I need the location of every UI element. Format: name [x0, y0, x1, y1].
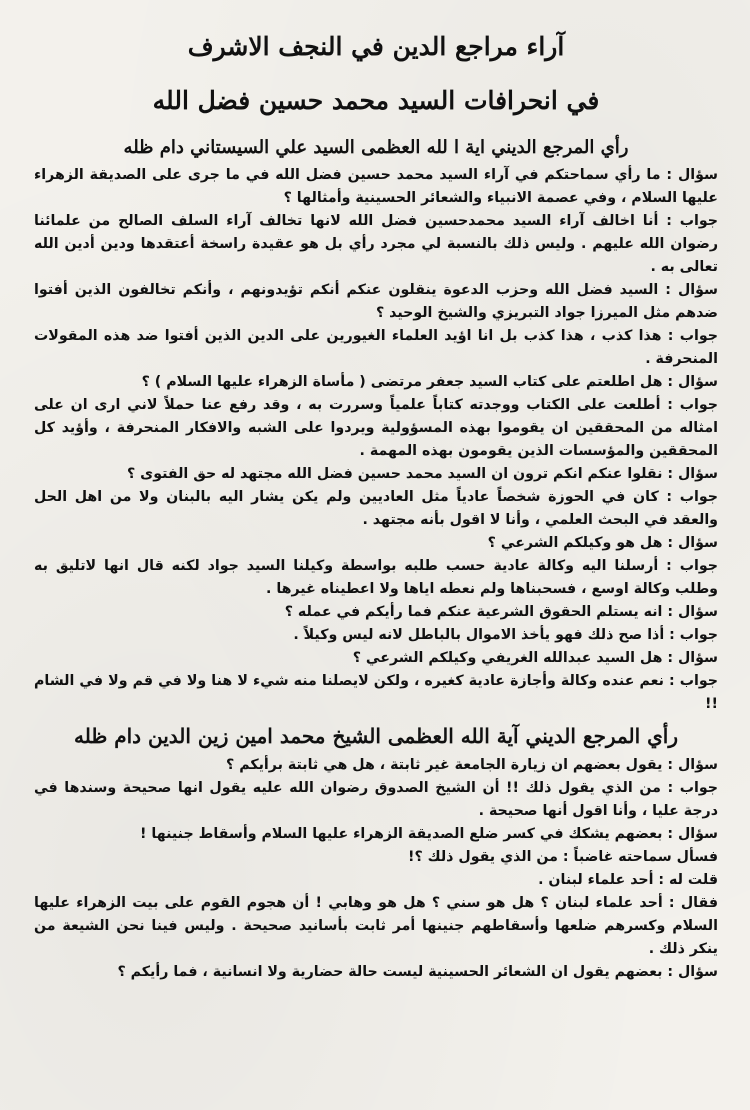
qa-entry: جواب : أرسلنا اليه وكالة عادية حسب طلبه بواسطة وكيلنا السيد جواد لكنه قال انها لاتليق به وطلب وكالة اوسع ، فسحبناها ولم نعطه اياها ولا اعطيناه غيرها . [34, 558, 718, 597]
qa-entry: سؤال : هل السيد عبدالله الغريفي وكيلكم الشرعي ؟ [352, 650, 718, 666]
qa-entry: سؤال : نقلوا عنكم انكم ترون ان السيد محمد حسين فضل الله مجتهد له حق الفتوى ؟ [127, 466, 718, 482]
qa-entry: سؤال : ما رأي سماحتكم في آراء السيد محمد حسين فضل الله في ما جرى على الصديقة الزهراء عليها السلام ، وفي عصمة الانبياء والشعائر الحسينية وأمثالها ؟ [34, 167, 718, 206]
qa-entry: جواب : كان في الحوزة شخصاً عادياً مثل العاديين ولم يكن يشار اليه بالبنان ولا من اهل الحل والعقد في البحث العلمي ، وأنا لا اقول بأنه مجتهد . [34, 489, 718, 528]
section-heading-zainuddin: رأي المرجع الديني آية الله العظمى الشيخ محمد امين زين الدين دام ظله [73, 724, 679, 748]
qa-entry: سؤال : السيد فضل الله وحزب الدعوة ينقلون عنكم أنكم تؤيدونهم ، وأنكم تخالفون الذين أفتوا ضدهم مثل الميرزا جواد التبريزي والشيخ الوحيد ؟ [34, 282, 718, 321]
qa-entry: سؤال : هل هو وكيلكم الشرعي ؟ [487, 535, 718, 551]
section-heading-sistani: رأي المرجع الديني اية ا لله العظمى السيد علي السيستاني دام ظله [123, 137, 629, 158]
qa-entry: قلت له : أحد علماء لبنان . [538, 872, 718, 888]
qa-entry: جواب : هذا كذب ، هذا كذب بل انا اؤيد العلماء الغيورين على الدين الذين أفتوا ضد هذه المقولات المنحرفة . [34, 328, 718, 367]
qa-entry: فسأل سماحته غاضباً : من الذي يقول ذلك ؟! [407, 849, 718, 865]
qa-entry: جواب : من الذي يقول ذلك !! أن الشيخ الصدوق رضوان الله عليه يقول انها صحيحة وسندها في درجة عليا ، وأنا اقول أنها صحيحة . [34, 780, 718, 819]
qa-entry: جواب : نعم عنده وكالة وأجازة عادية كغيره ، ولكن لايصلنا منه شيء لا هنا ولا في قم ولا في الشام !! [34, 673, 718, 712]
qa-entry: سؤال : بعضهم يقول ان الشعائر الحسينية ليست حالة حضارية ولا انسانية ، فما رأيكم ؟ [117, 964, 718, 980]
document-subtitle: في انحرافات السيد محمد حسين فضل الله [152, 86, 600, 115]
qa-entry: جواب : أذا صح ذلك فهو يأخذ الاموال بالباطل لانه ليس وكيلاً . [293, 627, 718, 643]
document-body [34, 30, 718, 984]
document-title: آراء مراجع الدين في النجف الاشرف [187, 32, 565, 61]
qa-entry: سؤال : بعضهم يشكك في كسر ضلع الصديقة الزهراء عليها السلام وأسقاط جنينها ! [139, 826, 718, 842]
qa-entry: فقال : أحد علماء لبنان ؟ هل هو سني ؟ هل هو وهابي ! أن هجوم القوم على بيت الزهراء عليها السلام وكسرهم ضلعها وأسقاطهم جنينها أمر ثابت بأسانيد صحيحة . وليس فينا نحن الشيعة من ينكر ذلك . [34, 895, 718, 957]
qa-entry: جواب : أطلعت على الكتاب ووجدته كتاباً علمياً وسررت به ، وقد رفع عنا حملاً لاني ارى ان على امثاله من المحققين ان يقوموا بهذه المسؤولية ويردوا على الشبه والافكار المنحرفة ، وأؤيد كل المحققين والمؤسسات الذين يقومون بهذه المهمة . [34, 397, 718, 459]
qa-entry: سؤال : هل اطلعتم على كتاب السيد جعفر مرتضى ( مأساة الزهراء عليها السلام ) ؟ [141, 374, 718, 390]
qa-entry: سؤال : يقول بعضهم ان زيارة الجامعة غير ثابتة ، هل هي ثابتة برأيكم ؟ [226, 757, 718, 773]
qa-entry: جواب : أنا اخالف آراء السيد محمدحسين فضل الله لانها تخالف آراء السلف الصالح من علمائنا رضوان الله عليهم . وليس ذلك بالنسبة لي مجرد رأي بل هو عقيدة راسخة أعتقدها ودين أدين الله تعالى به . [34, 213, 718, 275]
qa-entry: سؤال : انه يستلم الحقوق الشرعية عنكم فما رأيكم في عمله ؟ [284, 604, 718, 620]
